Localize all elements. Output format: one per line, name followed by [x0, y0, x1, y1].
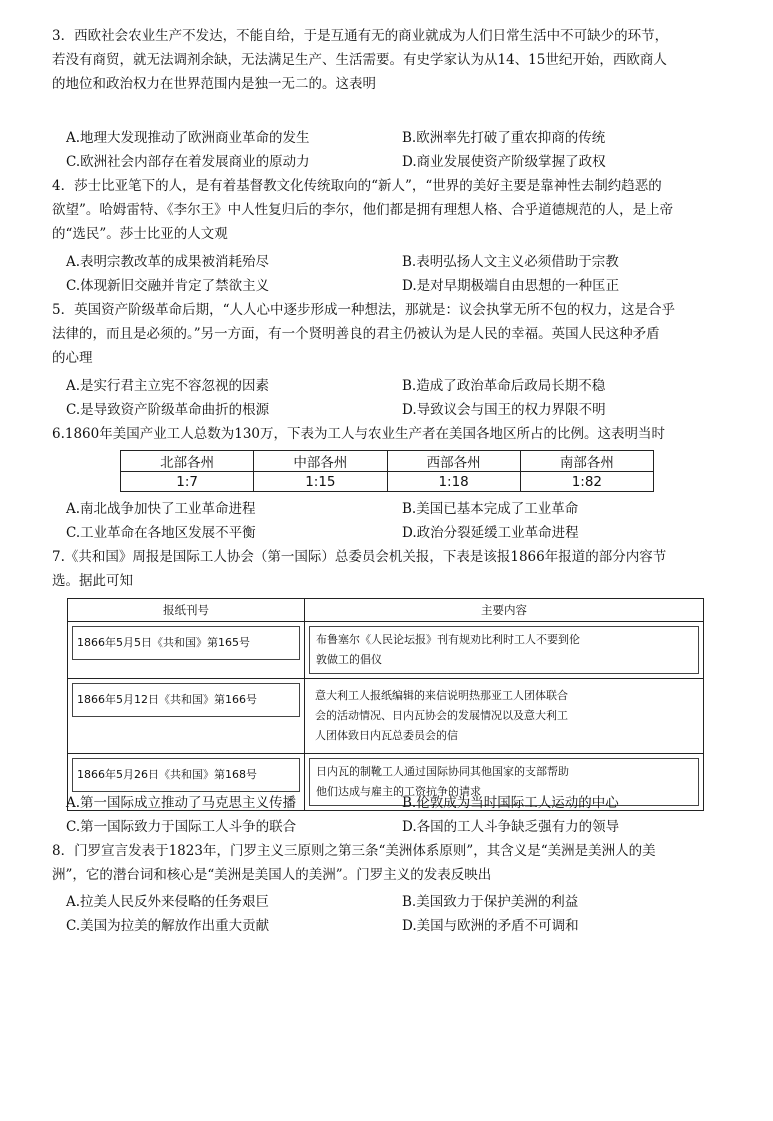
- worker-ratio-table: [120, 450, 654, 492]
- question-5-line-3: 的心理: [52, 350, 93, 366]
- question-4-option-a[interactable]: A.表明宗教改革的成果被消耗殆尽: [66, 254, 270, 270]
- table-row: [68, 679, 704, 754]
- table-cell: 1:18: [387, 472, 520, 492]
- question-3: [52, 24, 732, 96]
- table-cell: [68, 679, 305, 754]
- question-6-option-a[interactable]: A.南北战争加快了工业革命进程: [66, 501, 256, 517]
- table-header-cell: 南部各州: [520, 451, 653, 472]
- question-8-line-2: 洲”，它的潜台词和核心是“美洲是美国人的美洲”。门罗主义的发表反映出: [52, 867, 492, 883]
- question-4-option-c[interactable]: C.体现新旧交融并肯定了禁欲主义: [66, 278, 270, 294]
- question-4: [52, 174, 732, 246]
- question-5: [52, 298, 732, 370]
- question-5-option-c[interactable]: C.是导致资产阶级革命曲折的根源: [66, 402, 270, 418]
- issue-box: 1866年5月26日《共和国》第168号: [72, 758, 300, 792]
- table-row: [121, 472, 654, 492]
- question-3-option-c[interactable]: C.欧洲社会内部存在着发展商业的原动力: [66, 154, 310, 170]
- table-cell: [305, 679, 704, 754]
- question-6-option-b[interactable]: B.美国已基本完成了工业革命: [402, 501, 579, 517]
- newspaper-table: [67, 598, 704, 811]
- question-3-line-2: 若没有商贸，就无法调剂余缺，无法满足生产、生活需要。有史学家认为从14、15世纪开始，西欧商人: [52, 52, 667, 68]
- content-box: [309, 626, 699, 674]
- table-header-cell: 中部各州: [254, 451, 387, 472]
- question-7-option-c[interactable]: C.第一国际致力于国际工人斗争的联合: [66, 819, 297, 835]
- table-header-cell: 主要内容: [305, 599, 704, 622]
- question-4-line-3: 的“选民”。莎士比亚的人文观: [52, 226, 228, 242]
- table-cell: [68, 622, 305, 679]
- question-3-option-a[interactable]: A.地理大发现推动了欧洲商业革命的发生: [66, 130, 310, 146]
- table-cell: 1:82: [520, 472, 653, 492]
- question-5-line-1: 5．英国资产阶级革命后期，“人人心中逐步形成一种想法，那就是：议会执掌无所不包的权力，这是合乎: [52, 302, 675, 318]
- question-8-line-1: 8．门罗宣言发表于1823年，门罗主义三原则之第三条“美洲体系原则”，其含义是“美洲是美洲人的美: [52, 843, 656, 859]
- question-7-line-1: 7.《共和国》周报是国际工人协会（第一国际）总委员会机关报，下表是该报1866年报道的部分内容节: [52, 549, 667, 565]
- table-cell: 1:7: [121, 472, 254, 492]
- question-8-option-b[interactable]: B.美国致力于保护美洲的利益: [402, 894, 579, 910]
- question-7-option-b[interactable]: B.伦敦成为当时国际工人运动的中心: [402, 795, 619, 811]
- question-6: [52, 422, 732, 446]
- question-7-line-2: 选。据此可知: [52, 573, 133, 589]
- table-row: [68, 622, 704, 679]
- content-line: 敦做工的倡仪: [316, 653, 382, 666]
- question-6-option-c[interactable]: C.工业革命在各地区发展不平衡: [66, 525, 256, 541]
- question-3-option-b[interactable]: B.欧洲率先打破了重农抑商的传统: [402, 130, 606, 146]
- question-5-option-a[interactable]: A.是实行君主立宪不容忽视的因素: [66, 378, 270, 394]
- content-line: 会的活动情况、日内瓦协会的发展情况以及意大利工: [315, 709, 568, 722]
- table-header-cell: 西部各州: [387, 451, 520, 472]
- question-3-line-3: 的地位和政治权力在世界范围内是独一无二的。这表明: [52, 76, 376, 92]
- table-header-row: [68, 599, 704, 622]
- content-line: 日内瓦的制靴工人通过国际协同其他国家的支部帮助: [316, 765, 569, 778]
- question-3-line-1: 3．西欧社会农业生产不发达，不能自给，于是互通有无的商业就成为人们日常生活中不可缺少的环节，: [52, 28, 669, 44]
- question-4-line-2: 欲望”。哈姆雷特、《李尔王》中人性复归后的李尔，他们都是拥有理想人格、合乎道德规范的人，是上帝: [52, 202, 674, 218]
- question-5-option-b[interactable]: B.造成了政治革命后政局长期不稳: [402, 378, 606, 394]
- table-header-cell: 北部各州: [121, 451, 254, 472]
- content-line: 人团体致日内瓦总委员会的信: [315, 729, 458, 742]
- table-header-row: [121, 451, 654, 472]
- content-line: 意大利工人报纸编辑的来信说明热那亚工人团体联合: [315, 689, 568, 702]
- issue-box: 1866年5月5日《共和国》第165号: [72, 626, 300, 660]
- table-cell: 1:15: [254, 472, 387, 492]
- question-7-option-d[interactable]: D.各国的工人斗争缺乏强有力的领导: [402, 819, 620, 835]
- question-8: [52, 839, 732, 887]
- issue-box: 1866年5月12日《共和国》第166号: [72, 683, 300, 717]
- table-header-cell: 报纸刊号: [68, 599, 305, 622]
- question-3-option-d[interactable]: D.商业发展使资产阶级掌握了政权: [402, 154, 606, 170]
- content-line: 他们达成与雇主的工资抗争的请求: [316, 785, 481, 798]
- content-line: 布鲁塞尔《人民论坛报》刊有规劝比利时工人不要到伦: [316, 633, 580, 646]
- question-5-option-d[interactable]: D.导致议会与国王的权力界限不明: [402, 402, 606, 418]
- content-box: [309, 683, 699, 749]
- question-8-option-c[interactable]: C.美国为拉美的解放作出重大贡献: [66, 918, 270, 934]
- question-8-option-a[interactable]: A.拉美人民反外来侵略的任务艰巨: [66, 894, 270, 910]
- question-6-option-d[interactable]: D.政治分裂延缓工业革命进程: [402, 525, 579, 541]
- table-cell: [305, 622, 704, 679]
- question-4-option-b[interactable]: B.表明弘扬人文主义必须借助于宗教: [402, 254, 619, 270]
- question-7-option-a[interactable]: A.第一国际成立推动了马克思主义传播: [66, 795, 297, 811]
- question-7: [52, 545, 732, 593]
- question-4-option-d[interactable]: D.是对早期极端自由思想的一种匡正: [402, 278, 620, 294]
- question-5-line-2: 法律的，而且是必须的。”另一方面，有一个贤明善良的君主仍被认为是人民的幸福。英国人民这种矛盾: [52, 326, 660, 342]
- question-4-line-1: 4．莎士比亚笔下的人，是有着基督教文化传统取向的“新人”，“世界的美好主要是靠神性去制约趋恶的: [52, 178, 662, 194]
- question-8-option-d[interactable]: D.美国与欧洲的矛盾不可调和: [402, 918, 579, 934]
- question-6-line-1: 6.1860年美国产业工人总数为130万，下表为工人与农业生产者在美国各地区所占的比例。这表明当时: [52, 426, 666, 442]
